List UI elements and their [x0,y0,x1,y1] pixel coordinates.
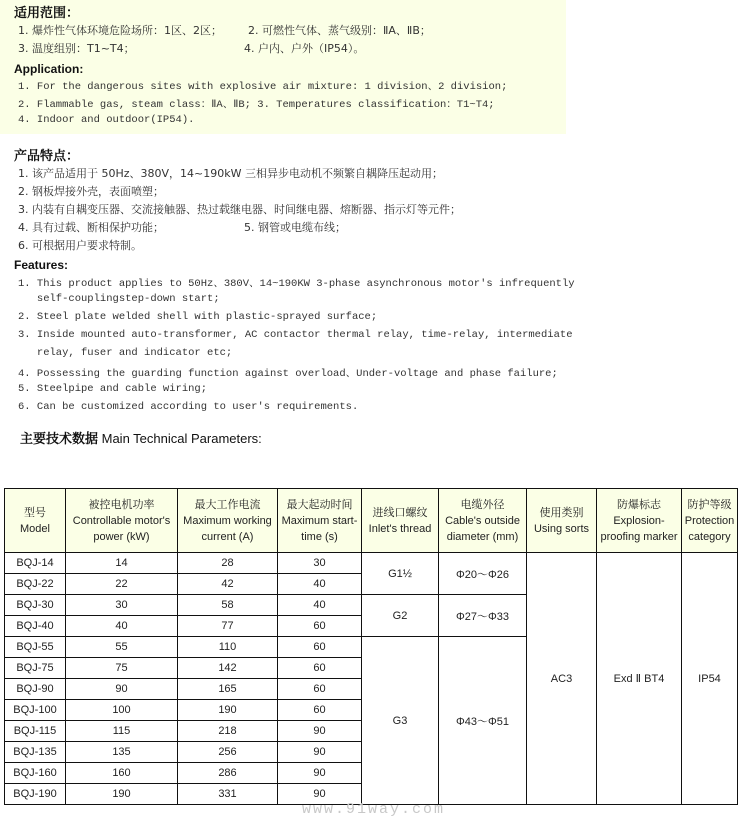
column-header-cn: 最大起动时间 [286,498,353,511]
column-header-cn: 使用类别 [539,506,584,519]
features-en-item: 4. Possessing the guarding function against overload、Under-voltage and phase failure; [18,368,558,380]
features-cn-item: 3. 内装有自耦变压器、交流接触器、热过载继电器、时间继电器、熔断器、指示灯等元件； [18,203,461,216]
column-header [682,489,738,553]
cell-time: 90 [278,721,362,742]
column-header-en: Maximum working current (A) [183,514,272,543]
column-header-cn: 进线口螺纹 [372,506,428,519]
column-header [362,489,439,553]
params-title-cn: 主要技术数据 [20,432,99,447]
params-title-en: Main Technical Parameters: [98,431,262,446]
cell-power: 14 [66,553,178,574]
features-cn-item: 6. 可根据用户要求特制。 [18,239,142,252]
column-header-en: Maximum start-time (s) [281,514,358,543]
features-cn-item: 4. 具有过载、断相保护功能； [18,221,164,234]
features-en-item: relay, fuser and indicator etc; [18,347,233,359]
cell-time: 40 [278,574,362,595]
params-title [20,428,262,447]
features-en-item: 2. Steel plate welded shell with plastic-sprayed surface; [18,311,378,323]
cell-current: 142 [178,658,278,679]
cell-ex-marker: Exd Ⅱ BT4 [597,553,682,805]
cell-time: 90 [278,763,362,784]
cell-current: 331 [178,784,278,805]
cell-time: 60 [278,700,362,721]
features-en-item: self-couplingstep-down start; [18,293,220,305]
cell-protection: IP54 [682,553,738,805]
column-header [278,489,362,553]
watermark: www.91way.com [302,801,446,818]
cell-model: BQJ-90 [5,679,66,700]
cell-power: 22 [66,574,178,595]
cell-power: 55 [66,637,178,658]
table-row [5,553,738,574]
features-cn-item: 1. 该产品适用于 50Hz、380V，14~190kW 三相异步电动机不频繁自耦降压起动用； [18,167,444,180]
application-cn-item: 4. 户内、户外（IP54）。 [244,42,365,55]
cell-model: BQJ-75 [5,658,66,679]
features-en-item: 6. Can be customized according to user's requirements. [18,401,359,413]
application-cn-item: 2. 可燃性气体、蒸气级别：ⅡA、ⅡB； [248,24,431,37]
cell-power: 160 [66,763,178,784]
cell-model: BQJ-14 [5,553,66,574]
application-en-item: 2. Flammable gas, steam class：ⅡA、ⅡB; 3. Temperatures classification：T1~T4; [18,99,495,111]
cell-time: 60 [278,637,362,658]
cell-power: 115 [66,721,178,742]
cell-model: BQJ-55 [5,637,66,658]
application-cn-item: 1. 爆炸性气体环境危险场所：1区、2区； [18,24,222,37]
technical-parameters-table [4,488,738,805]
cell-power: 75 [66,658,178,679]
cell-power: 40 [66,616,178,637]
column-header-en: Cable's outside diameter (mm) [445,514,520,543]
cell-current: 77 [178,616,278,637]
cell-time: 90 [278,742,362,763]
cell-current: 165 [178,679,278,700]
application-cn-item: 3. 温度组别：T1~T4； [18,42,135,55]
application-en-item: 4. Indoor and outdoor(IP54). [18,114,195,126]
column-header [5,489,66,553]
features-en-item: 1. This product applies to 50Hz、380V、14~190KW 3-phase asynchronous motor's infrequently [18,278,575,290]
cell-model: BQJ-100 [5,700,66,721]
column-header [439,489,527,553]
cell-time: 90 [278,784,362,805]
cell-time: 30 [278,553,362,574]
cell-current: 28 [178,553,278,574]
cell-cable: Φ43～Φ51 [439,637,527,805]
cell-time: 40 [278,595,362,616]
cell-power: 30 [66,595,178,616]
column-header-en: Using sorts [533,522,590,535]
cell-thread: G2 [362,595,439,637]
application-cn-heading: 适用范围： [14,6,80,21]
column-header [527,489,597,553]
column-header-cn: 最大工作电流 [194,498,261,511]
features-cn-item: 2. 钢板焊接外壳，表面喷塑； [18,185,164,198]
cell-power: 90 [66,679,178,700]
cell-current: 190 [178,700,278,721]
cell-thread: G1½ [362,553,439,595]
cell-model: BQJ-135 [5,742,66,763]
cell-model: BQJ-115 [5,721,66,742]
cell-time: 60 [278,679,362,700]
cell-model: BQJ-190 [5,784,66,805]
cell-current: 110 [178,637,278,658]
cell-power: 190 [66,784,178,805]
column-header-cn: 防护等级 [687,498,732,511]
cell-time: 60 [278,658,362,679]
cell-time: 60 [278,616,362,637]
features-en-heading: Features: [14,258,69,272]
cell-current: 42 [178,574,278,595]
application-en-item: 1. For the dangerous sites with explosive air mixture: 1 division、2 division; [18,81,508,93]
column-header-cn: 被控电机功率 [88,498,155,511]
features-cn-item: 5. 钢管或电缆布线； [244,221,346,234]
cell-current: 286 [178,763,278,784]
column-header-en: Protection category [684,514,735,543]
features-en-item: 3. Inside mounted auto-transformer, AC contactor thermal relay, time-relay, intermediate [18,329,573,341]
column-header-en: Controllable motor's power (kW) [72,514,171,543]
column-header-en: Model [20,522,50,535]
column-header [597,489,682,553]
cell-power: 135 [66,742,178,763]
column-header-cn: 型号 [24,506,46,519]
cell-current: 256 [178,742,278,763]
column-header-en: Inlet's thread [368,522,432,535]
column-header-en: Explosion-proofing marker [600,514,678,543]
cell-model: BQJ-30 [5,595,66,616]
cell-cable: Φ20～Φ26 [439,553,527,595]
column-header-cn: 防爆标志 [617,498,661,511]
cell-model: BQJ-22 [5,574,66,595]
features-cn-heading: 产品特点： [14,149,80,164]
cell-model: BQJ-40 [5,616,66,637]
cell-current: 58 [178,595,278,616]
cell-model: BQJ-160 [5,763,66,784]
cell-using-sorts: AC3 [527,553,597,805]
column-header [66,489,178,553]
application-en-heading: Application: [14,62,84,76]
cell-power: 100 [66,700,178,721]
column-header [178,489,278,553]
cell-current: 218 [178,721,278,742]
cell-thread: G3 [362,637,439,805]
table-header-row [5,489,738,553]
features-en-item: 5. Steelpipe and cable wiring; [18,383,208,395]
column-header-cn: 电缆外径 [460,498,505,511]
cell-cable: Φ27～Φ33 [439,595,527,637]
